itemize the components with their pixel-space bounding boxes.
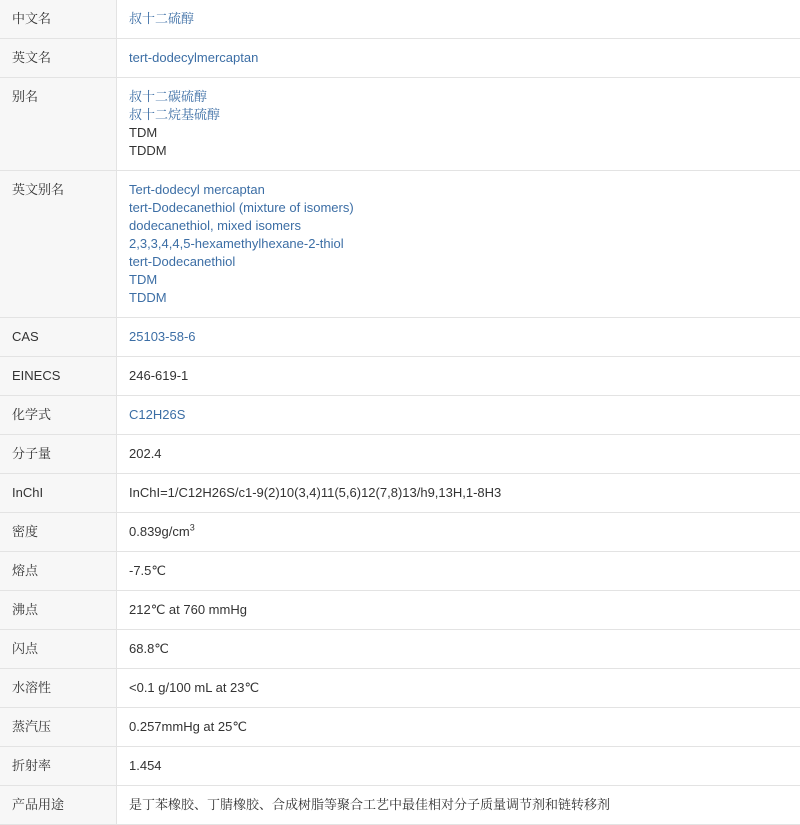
- superscript: 3: [190, 523, 195, 533]
- table-row: [0, 513, 800, 552]
- row-label: InChI: [0, 474, 117, 513]
- row-label: 熔点: [0, 552, 117, 591]
- value-line: <0.1 g/100 mL at 23℃: [129, 679, 788, 697]
- table-row: [0, 591, 800, 630]
- row-value: [117, 474, 800, 513]
- row-value: [117, 591, 800, 630]
- value-line[interactable]: TDM: [129, 271, 788, 289]
- table-row: [0, 786, 800, 825]
- table-row: [0, 396, 800, 435]
- table-row: [0, 708, 800, 747]
- row-label: 化学式: [0, 396, 117, 435]
- value-line[interactable]: 叔十二碳硫醇: [129, 88, 788, 106]
- row-value: [117, 669, 800, 708]
- table-row: [0, 0, 800, 39]
- value-line[interactable]: TDDM: [129, 289, 788, 307]
- value-line: 246-619-1: [129, 367, 788, 385]
- row-label: EINECS: [0, 357, 117, 396]
- table-row: [0, 39, 800, 78]
- row-label: CAS: [0, 318, 117, 357]
- table-row: [0, 78, 800, 171]
- value-line[interactable]: 2,3,3,4,4,5-hexamethylhexane-2-thiol: [129, 235, 788, 253]
- row-label: 产品用途: [0, 786, 117, 825]
- value-line[interactable]: 25103-58-6: [129, 328, 788, 346]
- value-line[interactable]: Tert-dodecyl mercaptan: [129, 181, 788, 199]
- row-label: 英文别名: [0, 171, 117, 318]
- table-row: [0, 630, 800, 669]
- row-label: 分子量: [0, 435, 117, 474]
- value-line: InChI=1/C12H26S/c1-9(2)10(3,4)11(5,6)12(7,8)13/h9,13H,1-8H3: [129, 484, 788, 502]
- value-line[interactable]: 叔十二烷基硫醇: [129, 106, 788, 124]
- row-label: 水溶性: [0, 669, 117, 708]
- row-value: [117, 396, 800, 435]
- value-line: -7.5℃: [129, 562, 788, 580]
- table-row: [0, 171, 800, 318]
- row-value: [117, 786, 800, 825]
- row-value: [117, 78, 800, 171]
- row-value: [117, 318, 800, 357]
- value-line[interactable]: dodecanethiol, mixed isomers: [129, 217, 788, 235]
- row-value: [117, 552, 800, 591]
- row-value: [117, 708, 800, 747]
- row-value: [117, 39, 800, 78]
- value-line[interactable]: 叔十二硫醇: [129, 10, 788, 28]
- value-line[interactable]: tert-Dodecanethiol (mixture of isomers): [129, 199, 788, 217]
- row-label: 英文名: [0, 39, 117, 78]
- value-line: 202.4: [129, 445, 788, 463]
- table-row: [0, 669, 800, 708]
- value-line: 1.454: [129, 757, 788, 775]
- row-label: 别名: [0, 78, 117, 171]
- row-value: [117, 630, 800, 669]
- row-value: [117, 357, 800, 396]
- row-label: 折射率: [0, 747, 117, 786]
- table-row: [0, 318, 800, 357]
- table-row: [0, 357, 800, 396]
- value-line: TDDM: [129, 142, 788, 160]
- value-line-with-superscript: [129, 523, 788, 541]
- value-line: 0.257mmHg at 25℃: [129, 718, 788, 736]
- row-label: 沸点: [0, 591, 117, 630]
- row-label: 蒸汽压: [0, 708, 117, 747]
- value-line[interactable]: tert-dodecylmercaptan: [129, 49, 788, 67]
- row-label: 中文名: [0, 0, 117, 39]
- row-value: [117, 171, 800, 318]
- row-value: [117, 0, 800, 39]
- table-row: [0, 552, 800, 591]
- value-line: TDM: [129, 124, 788, 142]
- value-line[interactable]: C12H26S: [129, 406, 788, 424]
- value-line[interactable]: tert-Dodecanethiol: [129, 253, 788, 271]
- value-line: 是丁苯橡胶、丁腈橡胶、合成树脂等聚合工艺中最佳相对分子质量调节剂和链转移剂: [129, 796, 788, 814]
- table-row: [0, 435, 800, 474]
- row-value: [117, 435, 800, 474]
- table-row: [0, 474, 800, 513]
- row-label: 闪点: [0, 630, 117, 669]
- value-line: 68.8℃: [129, 640, 788, 658]
- row-label: 密度: [0, 513, 117, 552]
- row-value: [117, 747, 800, 786]
- value-text: 0.839g/cm: [129, 524, 190, 539]
- table-row: [0, 747, 800, 786]
- row-value: [117, 513, 800, 552]
- value-line: 212℃ at 760 mmHg: [129, 601, 788, 619]
